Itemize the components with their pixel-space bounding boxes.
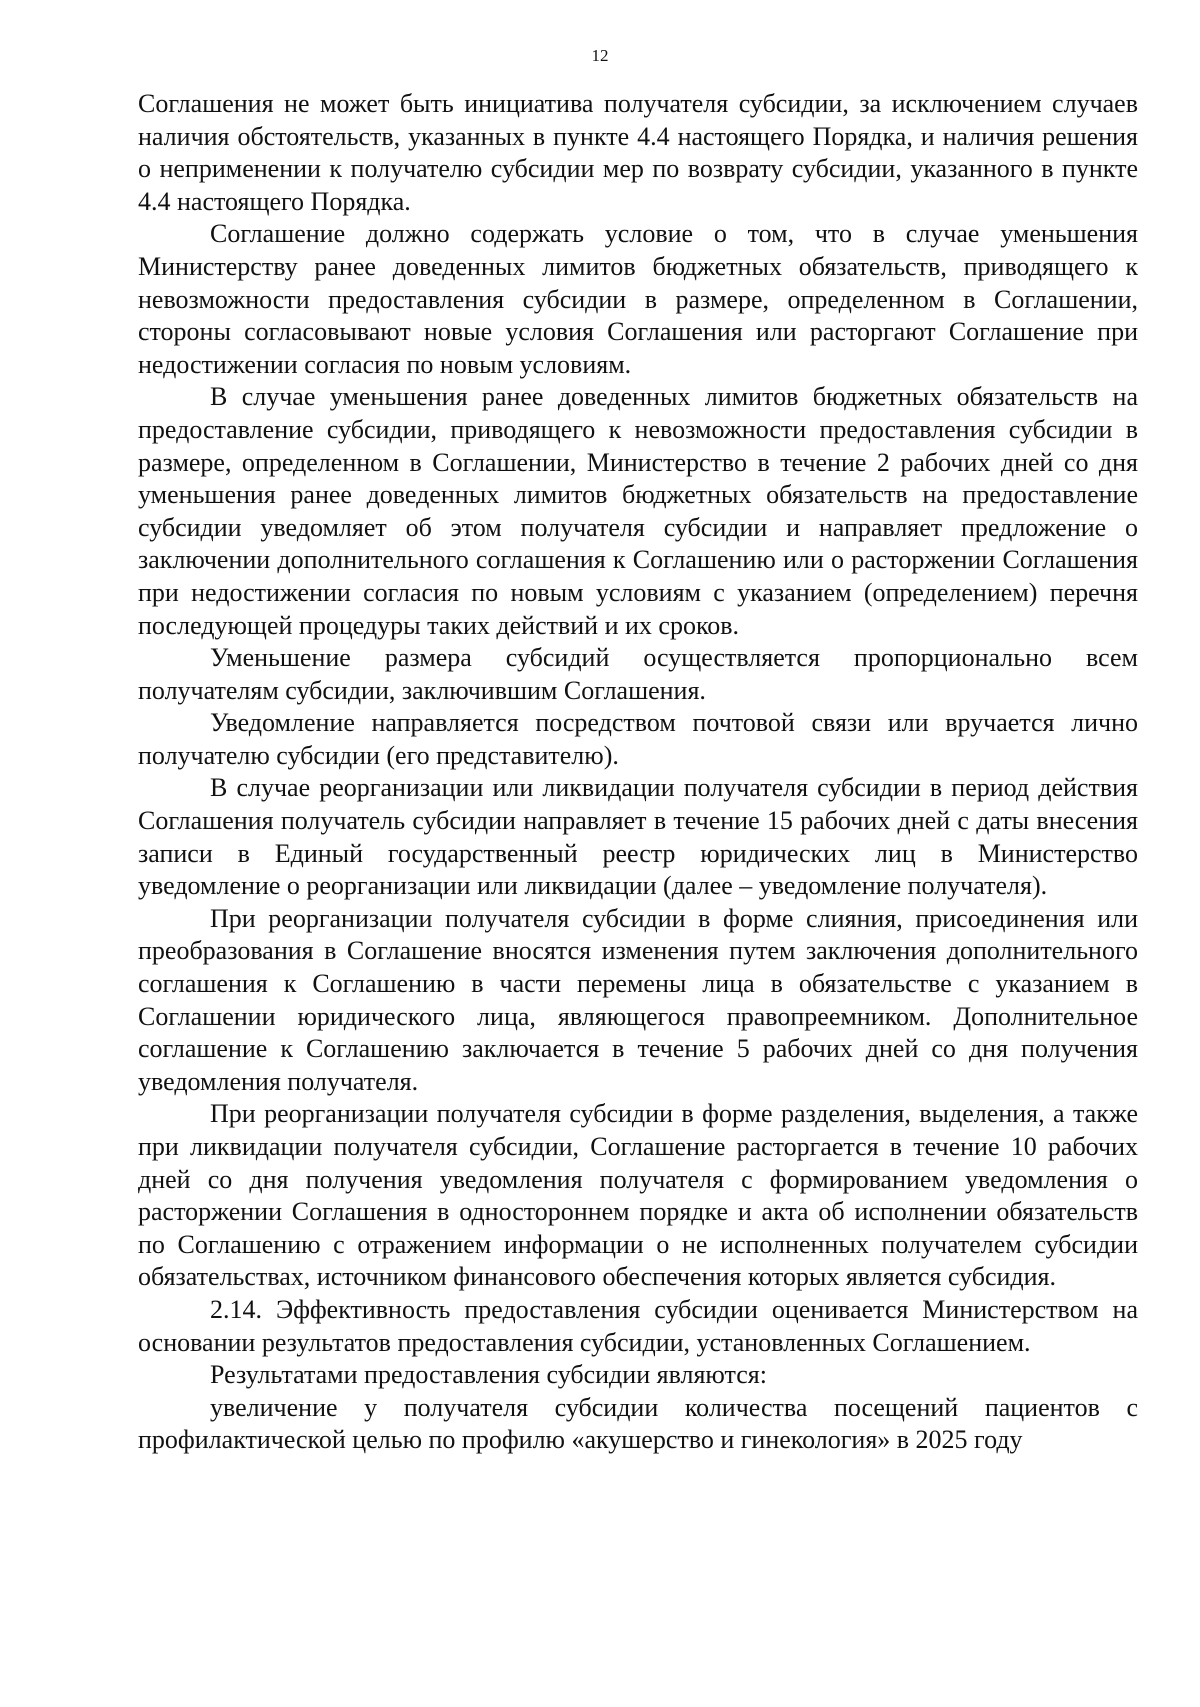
paragraph-division: При реорганизации получателя субсидии в форме разделения, выделения, а также при ликвидации получателя субсидии, Соглашение расторгается в течение 10 рабочих дней со дня получения уведомления получателя с формированием уведомления о расторжении Соглашения в одностороннем порядке и акта об исполнении обязательств по Соглашению с отражением информации о не исполненных получателем субсидии обязательствах, источником финансового обеспечения которых является субсидия. — [138, 1099, 1138, 1292]
page-number: 12 — [591, 46, 609, 65]
document-body — [138, 88, 1138, 1457]
paragraph-results-heading: Результатами предоставления субсидии являются: — [210, 1360, 767, 1390]
paragraph-limits-reduction: В случае уменьшения ранее доведенных лимитов бюджетных обязательств на предоставление субсидии, приводящего к невозможности предоставления субсидии в размере, определенном в Соглашении, Министерство в течение 2 рабочих дней со дня уменьшения ранее доведенных лимитов бюджетных обязательств на предоставление субсидии уведомляет об этом получателя субсидии и направляет предложение о заключении дополнительного соглашения к Соглашению или о расторжении Соглашения при недостижении согласия по новым условиям с указанием (определением) перечня последующей процедуры таких действий и их сроков. — [138, 382, 1138, 640]
paragraph-agreement-condition: Соглашение должно содержать условие о том, что в случае уменьшения Министерству ранее доведенных лимитов бюджетных обязательств, приводящего к невозможности предоставления субсидии в размере, определенном в Соглашении, стороны согласовывают новые условия Соглашения или расторгают Соглашение при недостижении согласия по новым условиям. — [138, 219, 1138, 379]
paragraph-notification-delivery: Уведомление направляется посредством почтовой связи или вручается лично получателю субсидии (его представителю). — [138, 708, 1138, 770]
paragraph-continuation: Соглашения не может быть инициатива получателя субсидии, за исключением случаев наличия обстоятельств, указанных в пункте 4.4 настоящего Порядка, и наличия решения о неприменении к получателю субсидии мер по возврату субсидии, указанного в пункте 4.4 настоящего Порядка. — [138, 89, 1138, 216]
paragraph-results-item: увеличение у получателя субсидии количества посещений пациентов с профилактической целью по профилю «акушерство и гинекология» в 2025 году — [138, 1392, 1138, 1455]
paragraph-merger: При реорганизации получателя субсидии в форме слияния, присоединения или преобразования в Соглашение вносятся изменения путем заключения дополнительного соглашения к Соглашению в части перемены лица в обязательстве с указанием в Соглашении юридического лица, являющегося правопреемником. Дополнительное соглашение к Соглашению заключается в течение 5 рабочих дней со дня получения уведомления получателя. — [138, 903, 1138, 1096]
paragraph-proportional-reduction: Уменьшение размера субсидий осуществляется пропорционально всем получателям субсидии, заключившим Соглашения. — [138, 643, 1138, 705]
paragraph-section-2-14: 2.14. Эффективность предоставления субсидии оценивается Министерством на основании результатов предоставления субсидии, установленных Соглашением. — [138, 1294, 1138, 1357]
paragraph-reorganization-notice: В случае реорганизации или ликвидации получателя субсидии в период действия Соглашения получатель субсидии направляет в течение 15 рабочих дней с даты внесения записи в Единый государственный реестр юридических лиц в Министерство уведомление о реорганизации или ликвидации (далее – уведомление получателя). — [138, 773, 1138, 901]
